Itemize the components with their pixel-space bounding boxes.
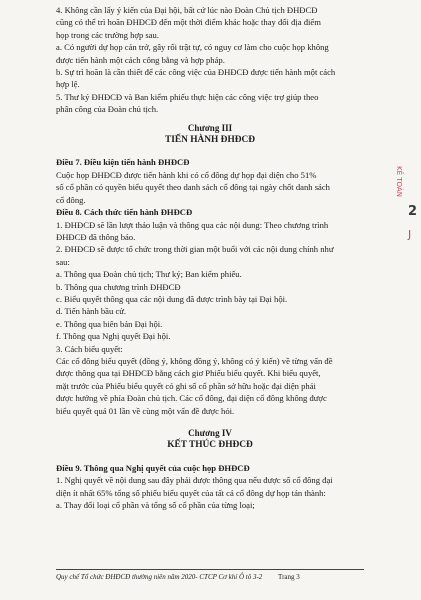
- text-line: a. Có người dự họp cản trở, gây rối trật tự, có nguy cơ làm cho cuộc họp không: [56, 42, 329, 53]
- text-line: diện ít nhất 65% tổng số phiếu biểu quyết của tất cả cổ đông dự họp tán thành:: [56, 487, 326, 498]
- text-line: 4. Không cần lấy ý kiến của Đại hội, bất cứ lúc nào Đoàn Chủ tịch ĐHĐCĐ: [56, 5, 318, 15]
- text-line: biểu quyết quá 01 lần về cùng một vấn đề được hỏi.: [56, 405, 235, 416]
- text-line: 1. ĐHĐCĐ sẽ lần lượt thảo luận và thông qua các nội dung: Theo chương trình: [56, 219, 329, 230]
- text-line: hợp lệ.: [56, 79, 80, 90]
- article-heading: Điều 9. Thông qua Nghị quyết của cuộc họp ĐHĐCĐ: [56, 462, 250, 473]
- list-item: b. Thông qua chương trình ĐHĐCĐ: [56, 281, 181, 292]
- list-item: f. Thông qua Nghị quyết Đại hội.: [56, 331, 171, 342]
- text-line: Các cổ đông biểu quyết (đồng ý, không đồng ý, không có ý kiến) về từng vấn đề: [56, 355, 333, 366]
- chapter-subtitle: TIẾN HÀNH ĐHĐCĐ: [164, 135, 256, 146]
- text-line: mặt trước của Phiếu biểu quyết có ghi số cổ phần sở hữu hoặc đại diện phải: [56, 380, 316, 391]
- list-item: 3. Cách biểu quyết:: [56, 343, 123, 354]
- article-heading: Điều 7. Điều kiện tiến hành ĐHĐCĐ: [56, 157, 190, 168]
- document-body: [56, 4, 364, 511]
- text-line: Cuộc họp ĐHĐCĐ được tiến hành khi có cổ đông dự họp đại diện cho 51%: [56, 169, 317, 180]
- margin-stamp-text: KÊ TOÁN: [395, 166, 403, 197]
- list-item: e. Thông qua biên bản Đại hội.: [56, 318, 163, 329]
- margin-mark: J: [408, 228, 412, 241]
- footer-text: Quy chế Tổ chức ĐHĐCĐ thường niên năm 2020- CTCP Cơ khí Ô tô 3-2: [56, 573, 263, 581]
- chapter-title: Chương IV: [188, 428, 232, 438]
- text-line: phân công của Đoàn chủ tịch.: [56, 104, 159, 115]
- article-heading: Điều 8. Cách thức tiến hành ĐHĐCĐ: [56, 207, 193, 218]
- text-line: b. Sự trì hoãn là cần thiết để các công việc của ĐHĐCĐ được tiến hành một cách: [56, 67, 336, 78]
- page-footer: [56, 569, 364, 582]
- margin-number: 2: [408, 204, 418, 219]
- list-item: d. Tiến hành bầu cử.: [56, 306, 127, 317]
- text-line: ĐHĐCĐ đã thông báo.: [56, 231, 136, 242]
- chapter-subtitle: KẾT THÚC ĐHĐCĐ: [167, 440, 253, 451]
- text-line: số cổ phần có quyền biểu quyết theo danh sách cổ đông tại ngày chốt danh sách: [56, 182, 330, 193]
- list-item: a. Thông qua Đoàn chủ tịch; Thư ký; Ban kiểm phiếu.: [56, 269, 242, 280]
- text-line: sau:: [56, 256, 70, 267]
- list-item: c. Biểu quyết thông qua các nội dung đã được trình bày tại Đại hội.: [56, 293, 288, 304]
- text-line: a. Thay đổi loại cổ phần và tổng số cổ phần của từng loại;: [56, 500, 255, 511]
- text-line: cổ đông.: [56, 194, 86, 205]
- page-number: Trang 3: [278, 573, 300, 581]
- text-line: được hướng về phía Đoàn chủ tịch. Các cổ đông, đại diện cổ đông không được: [56, 393, 327, 404]
- text-line: 1. Nghị quyết về nội dung sau đây phải được thông qua nếu được số cổ đông đại: [56, 475, 333, 486]
- text-line: 2. ĐHĐCĐ sẽ được tổ chức trong thời gian một buổi với các nội dung chính như: [56, 244, 334, 255]
- text-line: được tiến hành một cách công bằng và hợp pháp.: [56, 54, 225, 65]
- chapter-title: Chương III: [187, 122, 233, 133]
- text-line: được thông qua tại ĐHĐCĐ bằng cách giơ Phiếu biểu quyết. Khi biểu quyết,: [56, 368, 321, 379]
- text-line: cũng có thể trì hoãn ĐHĐCĐ đến một thời điểm khác hoặc thay đổi địa điểm: [56, 17, 321, 28]
- text-line: họp trong các trường hợp sau.: [56, 29, 160, 40]
- text-line: 5. Thư ký ĐHĐCĐ và Ban kiểm phiếu thực hiện các công việc trợ giúp theo: [56, 91, 319, 102]
